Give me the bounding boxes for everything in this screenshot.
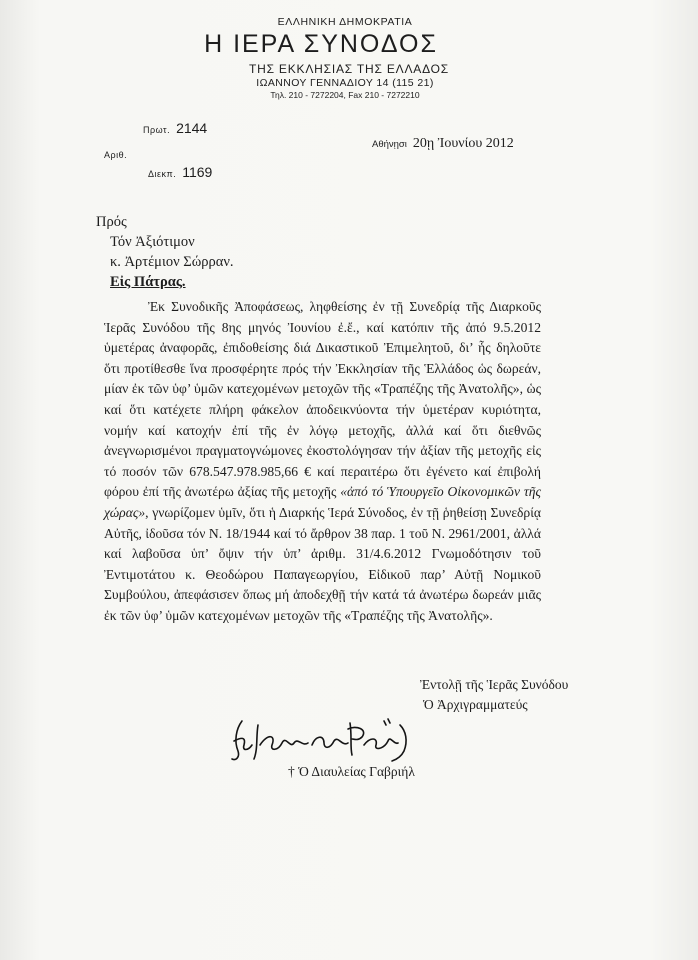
recipient-line-1: Πρός [96, 214, 127, 230]
letterhead-title: Η ΙΕΡΑ ΣΥΝΟΔΟΣ [204, 30, 438, 58]
protocol-label: Πρωτ. [143, 125, 171, 135]
date-label: Αθήνῃσι [372, 139, 407, 150]
letterhead-church: ΤΗΣ ΕΚΚΛΗΣΙΑΣ ΤΗΣ ΕΛΛΑΔΟΣ [248, 62, 450, 76]
letter-date [372, 136, 514, 152]
letter-body [104, 297, 541, 627]
protocol-value: 2144 [176, 120, 208, 136]
recipient-line-3: κ. Ἀρτέμιον Σώρραν. [110, 254, 234, 270]
signer-name: † Ὁ Διαυλείας Γαβριήλ [288, 764, 415, 779]
letterhead-republic: ΕΛΛΗΝΙΚΗ ΔΗΜΟΚΡΑΤΙΑ [277, 16, 413, 28]
closing-block [420, 675, 568, 715]
closing-line-2: Ὁ Ἀρχιγραμματεύς [423, 697, 528, 712]
body-part-1: Ἐκ Συνοδικῆς Ἀποφάσεως, ληφθείσης ἐν τῇ Συνεδρίᾳ τῆς Διαρκοῦς Ἱερᾶς Συνόδου τῆς 8ης μηνός Ἰουνίου ἐ.ἔ., καί κατόπιν τῆς ἀπό 9.5.2012 ὑμετέρας ἀναφορᾶς, ἐπιδοθείσης διά Δικαστικοῦ Ἐπιμελητοῦ, δι’ ἧς δηλοῦτε ὅτι προτίθεσθε ἵνα προσφέρητε πρός τήν Ἐκκλησίαν τῆς Ἑλλάδος ὡς δωρεάν, μίαν ἐκ τῶν ὑφ’ ὑμῶν κατεχομένων μετοχῶν τῆς «Τραπέζης τῆς Ἀνατολῆς», ὡς καί ὅτι κατέχετε πλήρη φάκελον ἀποδεικνύοντα τήν ὑμετέραν κυριότητα, νομήν καί κατοχήν ἐπί τῆς ἐν λόγῳ μετοχῆς, ἀλλά καί ὅτι διεθνῶς ἀνεγνωρισμένοι πραγματογνώμονες ἐκοστολόγησαν τήν ἀξίαν τῆς μετοχῆς εἰς τό ποσόν τῶν 678.547.978.985,66 € καί περαιτέρω ὅτι ἐγένετο καί ἐπιβολή φόρου ἐπί τῆς ἀνωτέρω ἀξίας τῆς μετοχῆς [104, 299, 541, 500]
closing-line-1: Ἐντολῇ τῆς Ἱερᾶς Συνόδου [420, 677, 569, 692]
date-value: 20ῃ Ἰουνίου 2012 [412, 136, 514, 151]
recipient-city: Εἰς Πάτρας. [110, 274, 186, 290]
body-italic-phrase: «ἀπό τό Ὑπουργεῖο Οἰκονομικῶν τῆς χώρας» [104, 484, 542, 520]
recipient-line-2: Τόν Ἀξιότιμον [110, 234, 195, 250]
letterhead [170, 16, 480, 100]
handwritten-signature [228, 715, 418, 767]
protocol-number [143, 120, 207, 137]
dispatch-number [148, 164, 212, 181]
letterhead-address: ΙΩΑΝΝΟΥ ΓΕΝΝΑΔΙΟΥ 14 (115 21) [256, 77, 434, 89]
body-part-2: , γνωρίζομεν ὑμῖν, ὅτι ἡ Διαρκής Ἱερά Σύνοδος, ἐν τῇ ῥηθείσῃ Συνεδρίᾳ Αὐτῆς, ἰδοῦσα τόν Ν. 18/1944 καί τό ἄρθρον 38 παρ. 1 τοῦ Ν. 2961/2001, ἀλλά καί λαβοῦσα ὑπ’ ὄψιν τήν ὑπ’ ἀριθμ. 31/4.6.2012 Γνωμοδότησιν τοῦ Ἐντιμοτάτου κ. Θεοδώρου Παπαγεωργίου, Εἰδικοῦ παρ’ Αὐτῇ Νομικοῦ Συμβούλου, ἀπεφάσισεν ὅπως μή ἀποδεχθῇ τήν κατά τά ἀνωτέρω δωρεάν μιᾶς ἐκ τῶν ὑφ’ ὑμῶν κατεχομένων μετοχῶν τῆς «Τραπέζης τῆς Ἀνατολῆς». [104, 504, 541, 623]
arith-label: Αριθ. [104, 150, 128, 160]
letterhead-phones: Τηλ. 210 - 7272204, Fax 210 - 7272210 [270, 90, 420, 100]
arith-label-row [104, 146, 133, 162]
dispatch-value: 1169 [182, 164, 213, 180]
dispatch-label: Διεκπ. [148, 169, 177, 179]
recipient-block [96, 212, 234, 292]
